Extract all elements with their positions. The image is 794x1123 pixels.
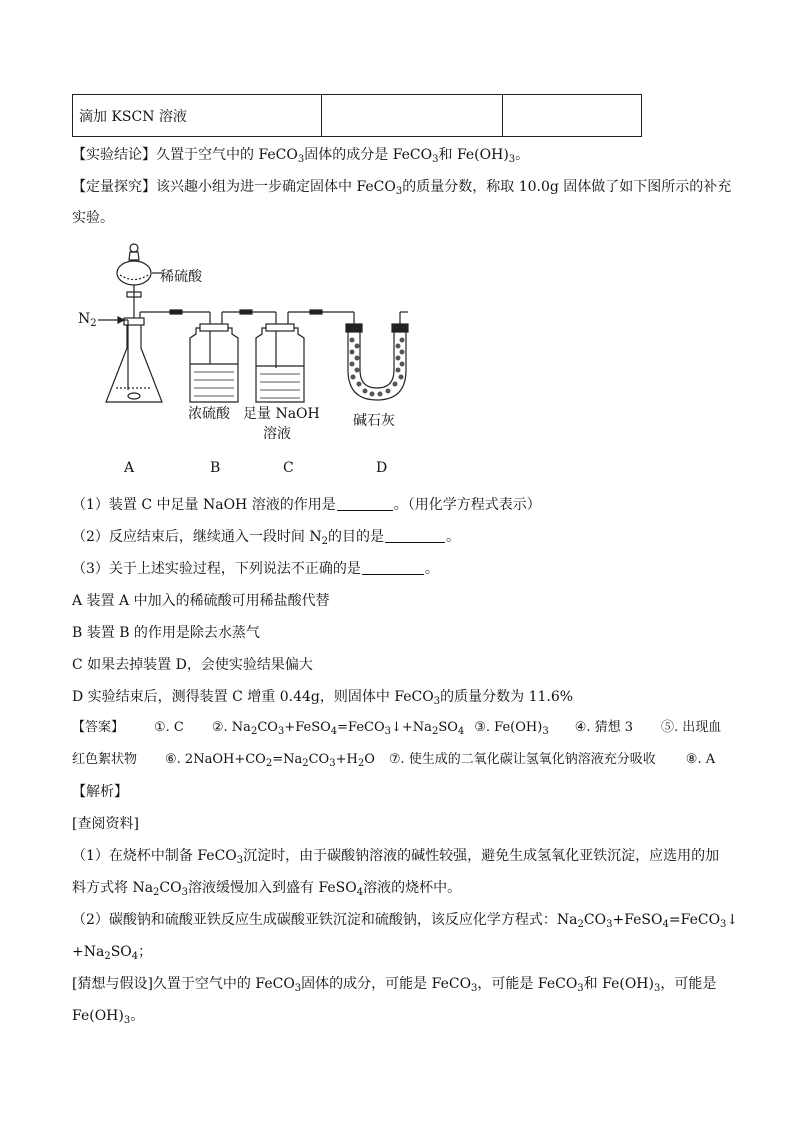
text: ，可能是 FeCO — [477, 976, 578, 992]
subscript: 3 — [542, 726, 549, 737]
text: O — [364, 752, 375, 767]
text: CO — [159, 880, 182, 896]
question-2 — [72, 527, 460, 552]
subscript: 3 — [181, 887, 188, 898]
text: 的目的是 — [327, 529, 384, 545]
wash-bottle-c — [256, 328, 304, 402]
text: 和 Fe(OH) — [583, 976, 654, 992]
table-row — [73, 95, 642, 137]
subscript: 3 — [577, 983, 584, 994]
text: +FeSO — [284, 720, 331, 735]
text: 。 — [445, 529, 460, 545]
text: [猜想与假设]久置于空气中的 FeCO — [72, 976, 295, 992]
subscript: 4 — [330, 726, 338, 737]
table-cell: 滴加 KSCN 溶液 — [73, 95, 322, 137]
text: 固体的成分是 FeCO — [304, 147, 433, 163]
text: =FeCO — [668, 912, 721, 928]
text: 溶液的烧杯中。 — [363, 880, 462, 896]
answer-blank — [362, 560, 424, 575]
option-a: A 装置 A 中加入的稀硫酸可用稀盐酸代替 — [72, 593, 330, 609]
quant-line-1 — [72, 177, 731, 202]
text: 的质量分数为 11.6% — [440, 689, 574, 705]
text: （3）关于上述实验过程，下列说法不正确的是 — [72, 561, 361, 577]
subscript: 2 — [90, 318, 97, 329]
subscript: 2 — [104, 951, 111, 962]
answer-blank — [385, 528, 445, 543]
subscript: 3 — [297, 154, 305, 165]
subscript: 3 — [395, 186, 403, 197]
text: 红色絮状物 — [72, 752, 138, 767]
text: 沉淀时，由于碳酸钠溶液的碱性较强，避免生成氢氧化亚铁沉淀，应选用的加 — [243, 848, 720, 864]
text: ③. Fe(OH) — [474, 720, 543, 735]
funnel-neck — [129, 252, 139, 260]
answer-item — [474, 720, 548, 735]
analysis-section-1: [查阅资料] — [72, 816, 139, 832]
n2-label — [78, 311, 97, 329]
text: CO — [257, 720, 278, 735]
text: CO — [583, 912, 607, 928]
text: 料方式将 Na — [72, 880, 154, 896]
bottle-b-label: 浓硫酸 — [188, 406, 230, 422]
text: +H — [335, 752, 358, 767]
separatory-funnel — [117, 261, 151, 285]
question-1 — [72, 495, 541, 515]
analysis-p2-line-2 — [72, 942, 152, 967]
bottle-c-label-2: 溶液 — [263, 426, 291, 442]
text: ⑥. 2NaOH+CO — [165, 752, 266, 767]
answer-line-1 — [72, 718, 721, 742]
analysis-head: 【解析】 — [72, 784, 128, 800]
text: 。（用化学方程式表示） — [393, 497, 541, 513]
text: SO — [110, 944, 132, 960]
subscript: 4 — [356, 887, 364, 898]
text: CO — [308, 752, 330, 767]
text: =FeCO — [337, 720, 385, 735]
text: 该兴趣小组为进一步确定固体中 FeCO — [156, 179, 396, 195]
text: =Na — [272, 752, 303, 767]
option-b: B 装置 B 的作用是除去水蒸气 — [72, 625, 260, 641]
subscript: 2 — [250, 726, 258, 737]
text: 和 Fe(OH) — [438, 147, 509, 163]
analysis-p1-line-1 — [72, 846, 719, 871]
subscript: 3 — [277, 726, 285, 737]
subscript: 3 — [606, 919, 613, 930]
text: ； — [138, 944, 153, 960]
subscript: 3 — [329, 758, 336, 769]
subscript: 4 — [131, 951, 139, 962]
text: 。 — [130, 1008, 145, 1024]
text: （2）反应结束后，继续通入一段时间 N — [72, 529, 322, 545]
subscript: 3 — [384, 726, 392, 737]
text: 。 — [424, 561, 439, 577]
text: 固体的成分，可能是 FeCO — [301, 976, 472, 992]
question-3 — [72, 559, 439, 579]
text: 的质量分数，称取 10.0g 固体做了如下图所示的补充 — [402, 179, 732, 195]
wash-bottle-b — [190, 328, 238, 402]
answer-item — [212, 720, 464, 735]
subscript: 2 — [431, 726, 439, 737]
table-cell — [322, 95, 503, 137]
label-b: B — [210, 460, 221, 476]
u-tube-d — [348, 330, 406, 400]
analysis-p3-line-1 — [72, 974, 716, 999]
subscript: 2 — [265, 758, 273, 769]
answer-item — [165, 752, 375, 767]
text: ，可能是 — [660, 976, 717, 992]
text: 。 — [515, 147, 530, 163]
subscript: 3 — [294, 983, 302, 994]
subscript: 3 — [432, 154, 439, 165]
text: （2）碳酸钠和硫酸亚铁反应生成碳酸亚铁沉淀和硫酸钠，该反应化学方程式：Na — [72, 912, 578, 928]
text: ②. Na — [211, 720, 251, 735]
quant-line-2: 实验。 — [72, 210, 114, 226]
table-cell — [503, 95, 642, 137]
text: ↓ — [726, 912, 739, 928]
answer-item: ④. 猜想 3 — [574, 720, 634, 735]
answer-line-2 — [72, 750, 715, 774]
observation-table — [72, 94, 642, 137]
text: SO — [438, 720, 458, 735]
text: （1）装置 C 中足量 NaOH 溶液的作用是 — [72, 497, 336, 513]
section-head: 【实验结论】 — [72, 147, 156, 163]
subscript: 3 — [720, 919, 727, 930]
section-head: 【答案】 — [72, 720, 125, 735]
subscript: 2 — [577, 919, 584, 930]
analysis-p2-line-1 — [72, 910, 738, 935]
acid-label: 稀硫酸 — [160, 269, 202, 285]
answer-item: ⑦. 使生成的二氧化碳让氢氧化钠溶液充分吸收 — [388, 752, 656, 767]
text: 溶液缓慢加入到盛有 FeSO — [188, 880, 357, 896]
label-a: A — [124, 460, 135, 476]
funnel-stopper — [130, 244, 138, 252]
u-tube-label: 碱石灰 — [353, 413, 395, 429]
answer-blank — [337, 496, 393, 511]
subscript: 2 — [302, 758, 309, 769]
text: +Na — [72, 944, 105, 960]
option-c: C 如果去掉装置 D，会使实验结果偏大 — [72, 657, 313, 673]
subscript: 3 — [508, 154, 516, 165]
conclusion-line — [72, 145, 529, 170]
text: （1）在烧杯中制备 FeCO — [72, 848, 237, 864]
answer-item: ⑧. A — [685, 752, 716, 767]
text: +FeSO — [612, 912, 663, 928]
bottle-c-label-1: 足量 NaOH — [243, 406, 320, 422]
analysis-p1-line-2 — [72, 878, 461, 903]
analysis-p3-line-2 — [72, 1006, 144, 1031]
text: N — [78, 311, 91, 327]
subscript: 3 — [236, 855, 244, 866]
label-d: D — [376, 460, 388, 476]
answer-item: ⑤. 出现血 — [661, 720, 722, 735]
text: D 实验结束后，测得装置 C 增重 0.44g，则固体中 FeCO — [72, 689, 434, 705]
subscript: 2 — [357, 758, 365, 769]
section-head: 【定量探究】 — [72, 179, 156, 195]
subscript: 2 — [153, 887, 160, 898]
subscript: 4 — [457, 726, 465, 737]
conical-flask-a — [106, 324, 162, 402]
text: 久置于空气中的 FeCO — [156, 147, 298, 163]
subscript: 2 — [321, 536, 328, 547]
text: ↓+Na — [391, 720, 432, 735]
label-c: C — [283, 460, 294, 476]
apparatus-diagram — [72, 240, 432, 420]
subscript: 4 — [662, 919, 669, 930]
option-d — [72, 687, 573, 712]
subscript: 3 — [471, 983, 478, 994]
answer-item: ①. C — [154, 720, 184, 735]
subscript: 3 — [433, 696, 441, 707]
subscript: 3 — [123, 1015, 131, 1026]
text: Fe(OH) — [72, 1008, 124, 1024]
subscript: 3 — [653, 983, 661, 994]
